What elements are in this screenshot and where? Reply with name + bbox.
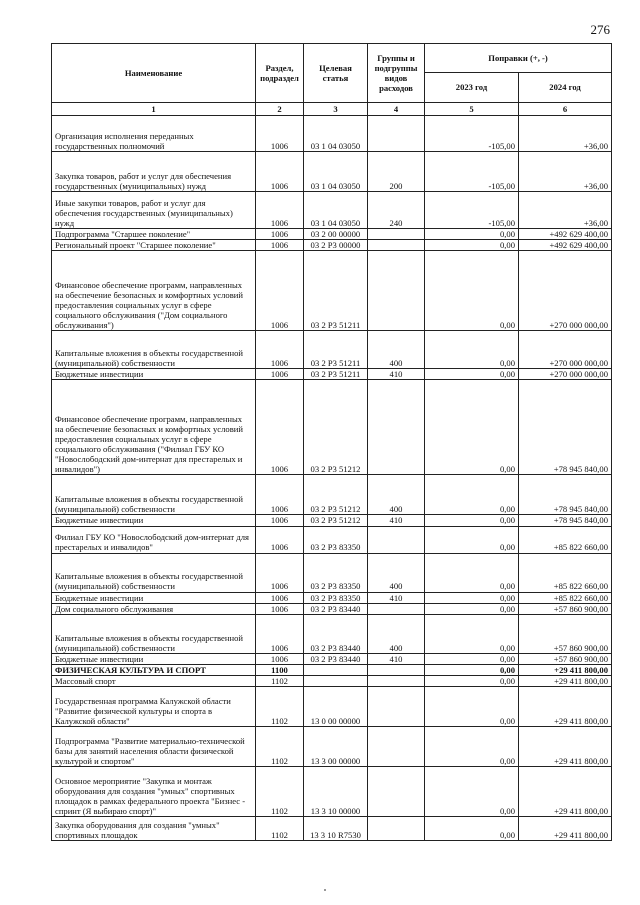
- row-target-cell: 03 2 P3 83440: [304, 653, 368, 664]
- row-target-cell: 13 3 10 R7530: [304, 817, 368, 841]
- row-name-cell: Финансовое обеспечение программ, направленных на обеспечение безопасных и комфортных условий предоставления социальных услуг в сфере социального обслуживания ("Филиал ГБУ КО "Новослободский дом-интернат для престарелых и инвалидов"): [52, 380, 256, 475]
- row-group-cell: 240: [368, 192, 425, 229]
- row-group-cell: [368, 817, 425, 841]
- row-2024-cell: +85 822 660,00: [519, 553, 612, 592]
- row-section-cell: 1006: [256, 116, 304, 152]
- row-group-cell: 400: [368, 614, 425, 653]
- header-name: Наименование: [52, 44, 256, 103]
- row-2023-cell: -105,00: [425, 192, 519, 229]
- row-2024-cell: +85 822 660,00: [519, 526, 612, 553]
- row-name-cell: Финансовое обеспечение программ, направленных на обеспечение безопасных и комфортных условий предоставления социальных услуг в сфере социального обслуживания ("Дом социального обслуживания"): [52, 251, 256, 331]
- row-section-cell: 1102: [256, 687, 304, 727]
- row-target-cell: [304, 676, 368, 687]
- row-group-cell: 410: [368, 592, 425, 603]
- row-2024-cell: +492 629 400,00: [519, 229, 612, 240]
- row-name-cell: Филиал ГБУ КО "Новослободский дом-интернат для престарелых и инвалидов": [52, 526, 256, 553]
- row-2024-cell: +270 000 000,00: [519, 331, 612, 369]
- row-2024-cell: +78 945 840,00: [519, 380, 612, 475]
- row-2024-cell: +29 411 800,00: [519, 687, 612, 727]
- row-section-cell: 1102: [256, 676, 304, 687]
- row-2024-cell: +29 411 800,00: [519, 817, 612, 841]
- row-group-cell: [368, 687, 425, 727]
- row-target-cell: 03 2 P3 51212: [304, 475, 368, 515]
- row-group-cell: [368, 380, 425, 475]
- header-section: Раздел, подраздел: [256, 44, 304, 103]
- row-group-cell: 410: [368, 653, 425, 664]
- row-name-cell: Основное мероприятие "Закупка и монтаж оборудования для создания "умных" спортивных площадок в рамках федерального проекта "Бизнес - спринт (Я выбираю спорт)": [52, 767, 256, 817]
- row-name-cell: Массовый спорт: [52, 676, 256, 687]
- row-2023-cell: 0,00: [425, 526, 519, 553]
- row-name-cell: Бюджетные инвестиции: [52, 369, 256, 380]
- table-row: [52, 603, 612, 614]
- row-name-cell: Капитальные вложения в объекты государственной (муниципальной) собственности: [52, 475, 256, 515]
- row-2024-cell: +270 000 000,00: [519, 251, 612, 331]
- row-target-cell: 03 2 P3 00000: [304, 240, 368, 251]
- row-2024-cell: +29 411 800,00: [519, 727, 612, 767]
- row-2024-cell: +36,00: [519, 192, 612, 229]
- row-group-cell: 410: [368, 515, 425, 526]
- row-group-cell: [368, 251, 425, 331]
- row-target-cell: 03 1 04 03050: [304, 152, 368, 192]
- row-group-cell: 200: [368, 152, 425, 192]
- table-row: [52, 614, 612, 653]
- row-target-cell: 03 2 P3 83350: [304, 526, 368, 553]
- row-section-cell: 1100: [256, 664, 304, 675]
- table-row: [52, 331, 612, 369]
- row-group-cell: 400: [368, 475, 425, 515]
- row-group-cell: [368, 664, 425, 675]
- row-section-cell: 1006: [256, 592, 304, 603]
- header-group: Группы и подгруппы видов расходов: [368, 44, 425, 103]
- row-2024-cell: +57 860 900,00: [519, 614, 612, 653]
- row-2023-cell: 0,00: [425, 687, 519, 727]
- row-2023-cell: 0,00: [425, 767, 519, 817]
- row-2024-cell: +29 411 800,00: [519, 676, 612, 687]
- row-target-cell: 03 2 P3 83350: [304, 553, 368, 592]
- table-row: [52, 515, 612, 526]
- row-section-cell: 1006: [256, 526, 304, 553]
- row-section-cell: 1006: [256, 653, 304, 664]
- row-name-cell: Иные закупки товаров, работ и услуг для обеспечения государственных (муниципальных) нужд: [52, 192, 256, 229]
- row-section-cell: 1006: [256, 369, 304, 380]
- row-name-cell: Капитальные вложения в объекты государственной (муниципальной) собственности: [52, 331, 256, 369]
- row-2023-cell: 0,00: [425, 592, 519, 603]
- row-2023-cell: 0,00: [425, 331, 519, 369]
- row-section-cell: 1006: [256, 614, 304, 653]
- row-2023-cell: -105,00: [425, 116, 519, 152]
- row-section-cell: 1102: [256, 767, 304, 817]
- row-2023-cell: -105,00: [425, 152, 519, 192]
- column-index: 3: [304, 103, 368, 116]
- column-index: 1: [52, 103, 256, 116]
- table-row: [52, 687, 612, 727]
- row-2024-cell: +78 945 840,00: [519, 515, 612, 526]
- row-2023-cell: 0,00: [425, 614, 519, 653]
- row-section-cell: 1006: [256, 152, 304, 192]
- row-2024-cell: +492 629 400,00: [519, 240, 612, 251]
- table-row: [52, 380, 612, 475]
- row-name-cell: Подпрограмма "Развитие материально-технической базы для занятий населения области физической культурой и спортом": [52, 727, 256, 767]
- row-2024-cell: +57 860 900,00: [519, 603, 612, 614]
- row-2023-cell: 0,00: [425, 369, 519, 380]
- row-section-cell: 1006: [256, 553, 304, 592]
- row-2023-cell: 0,00: [425, 664, 519, 675]
- header-target: Целевая статья: [304, 44, 368, 103]
- row-name-cell: Региональный проект "Старшее поколение": [52, 240, 256, 251]
- header-year-2024: 2024 год: [519, 73, 612, 103]
- row-section-cell: 1006: [256, 603, 304, 614]
- row-target-cell: 03 2 P3 51212: [304, 515, 368, 526]
- row-2023-cell: 0,00: [425, 515, 519, 526]
- row-2024-cell: +85 822 660,00: [519, 592, 612, 603]
- table-row: [52, 475, 612, 515]
- row-group-cell: [368, 727, 425, 767]
- row-name-cell: Бюджетные инвестиции: [52, 515, 256, 526]
- row-section-cell: 1006: [256, 251, 304, 331]
- row-2023-cell: 0,00: [425, 553, 519, 592]
- table-row: [52, 192, 612, 229]
- row-group-cell: [368, 767, 425, 817]
- row-section-cell: 1006: [256, 475, 304, 515]
- row-name-cell: Подпрограмма "Старшее поколение": [52, 229, 256, 240]
- table-row: [52, 553, 612, 592]
- row-2023-cell: 0,00: [425, 653, 519, 664]
- table-row: [52, 727, 612, 767]
- row-name-cell: Дом социального обслуживания: [52, 603, 256, 614]
- row-group-cell: [368, 229, 425, 240]
- row-target-cell: 13 3 10 00000: [304, 767, 368, 817]
- row-2024-cell: +29 411 800,00: [519, 767, 612, 817]
- row-2023-cell: 0,00: [425, 475, 519, 515]
- row-group-cell: [368, 676, 425, 687]
- row-section-cell: 1102: [256, 817, 304, 841]
- row-target-cell: 03 2 P3 83350: [304, 592, 368, 603]
- row-2023-cell: 0,00: [425, 251, 519, 331]
- row-group-cell: [368, 603, 425, 614]
- row-group-cell: [368, 526, 425, 553]
- row-name-cell: Капитальные вложения в объекты государственной (муниципальной) собственности: [52, 614, 256, 653]
- table-row: [52, 240, 612, 251]
- column-index: 5: [425, 103, 519, 116]
- row-name-cell: Организация исполнения переданных государственных полномочий: [52, 116, 256, 152]
- row-target-cell: 13 3 00 00000: [304, 727, 368, 767]
- table-row: [52, 152, 612, 192]
- table-row: [52, 526, 612, 553]
- row-target-cell: 03 1 04 03050: [304, 116, 368, 152]
- row-2023-cell: 0,00: [425, 676, 519, 687]
- column-index: 6: [519, 103, 612, 116]
- row-target-cell: 03 2 P3 83440: [304, 603, 368, 614]
- row-group-cell: 400: [368, 331, 425, 369]
- row-2023-cell: 0,00: [425, 229, 519, 240]
- row-2024-cell: +57 860 900,00: [519, 653, 612, 664]
- row-target-cell: 13 0 00 00000: [304, 687, 368, 727]
- row-name-cell: Закупка оборудования для создания "умных" спортивных площадок: [52, 817, 256, 841]
- table-row: [52, 767, 612, 817]
- header-changes: Поправки (+, -): [425, 44, 612, 73]
- row-section-cell: 1006: [256, 380, 304, 475]
- row-2023-cell: 0,00: [425, 817, 519, 841]
- table-row: [52, 653, 612, 664]
- table-row: [52, 592, 612, 603]
- row-2024-cell: +36,00: [519, 152, 612, 192]
- table-row: [52, 229, 612, 240]
- row-group-cell: [368, 240, 425, 251]
- row-target-cell: 03 2 P3 51211: [304, 369, 368, 380]
- budget-amendments-table: [51, 43, 612, 841]
- row-2024-cell: +29 411 800,00: [519, 664, 612, 675]
- row-2023-cell: 0,00: [425, 240, 519, 251]
- row-name-cell: Бюджетные инвестиции: [52, 592, 256, 603]
- table-row: [52, 664, 612, 675]
- row-name-cell: ФИЗИЧЕСКАЯ КУЛЬТУРА И СПОРТ: [52, 664, 256, 675]
- row-target-cell: 03 2 P3 51211: [304, 331, 368, 369]
- row-section-cell: 1006: [256, 229, 304, 240]
- row-target-cell: 03 2 P3 51212: [304, 380, 368, 475]
- row-group-cell: [368, 116, 425, 152]
- row-group-cell: 400: [368, 553, 425, 592]
- row-section-cell: 1102: [256, 727, 304, 767]
- row-section-cell: 1006: [256, 331, 304, 369]
- row-target-cell: 03 2 P3 51211: [304, 251, 368, 331]
- page-number: 276: [590, 22, 610, 37]
- row-name-cell: Закупка товаров, работ и услуг для обеспечения государственных (муниципальных) нужд: [52, 152, 256, 192]
- table-row: [52, 676, 612, 687]
- row-section-cell: 1006: [256, 515, 304, 526]
- table-row: [52, 116, 612, 152]
- row-target-cell: 03 1 04 03050: [304, 192, 368, 229]
- scan-dot: [324, 889, 326, 891]
- row-name-cell: Государственная программа Калужской области "Развитие физической культуры и спорта в Калужской области": [52, 687, 256, 727]
- row-target-cell: 03 2 P3 83440: [304, 614, 368, 653]
- table-row: [52, 369, 612, 380]
- row-section-cell: 1006: [256, 240, 304, 251]
- row-2024-cell: +270 000 000,00: [519, 369, 612, 380]
- row-2024-cell: +78 945 840,00: [519, 475, 612, 515]
- row-2023-cell: 0,00: [425, 380, 519, 475]
- row-group-cell: 410: [368, 369, 425, 380]
- column-index: 4: [368, 103, 425, 116]
- row-section-cell: 1006: [256, 192, 304, 229]
- header-year-2023: 2023 год: [425, 73, 519, 103]
- row-name-cell: Капитальные вложения в объекты государственной (муниципальной) собственности: [52, 553, 256, 592]
- row-target-cell: [304, 664, 368, 675]
- table-row: [52, 251, 612, 331]
- row-name-cell: Бюджетные инвестиции: [52, 653, 256, 664]
- column-index: 2: [256, 103, 304, 116]
- row-target-cell: 03 2 00 00000: [304, 229, 368, 240]
- row-2023-cell: 0,00: [425, 727, 519, 767]
- row-2023-cell: 0,00: [425, 603, 519, 614]
- row-2024-cell: +36,00: [519, 116, 612, 152]
- table-row: [52, 817, 612, 841]
- table-body: [52, 116, 612, 841]
